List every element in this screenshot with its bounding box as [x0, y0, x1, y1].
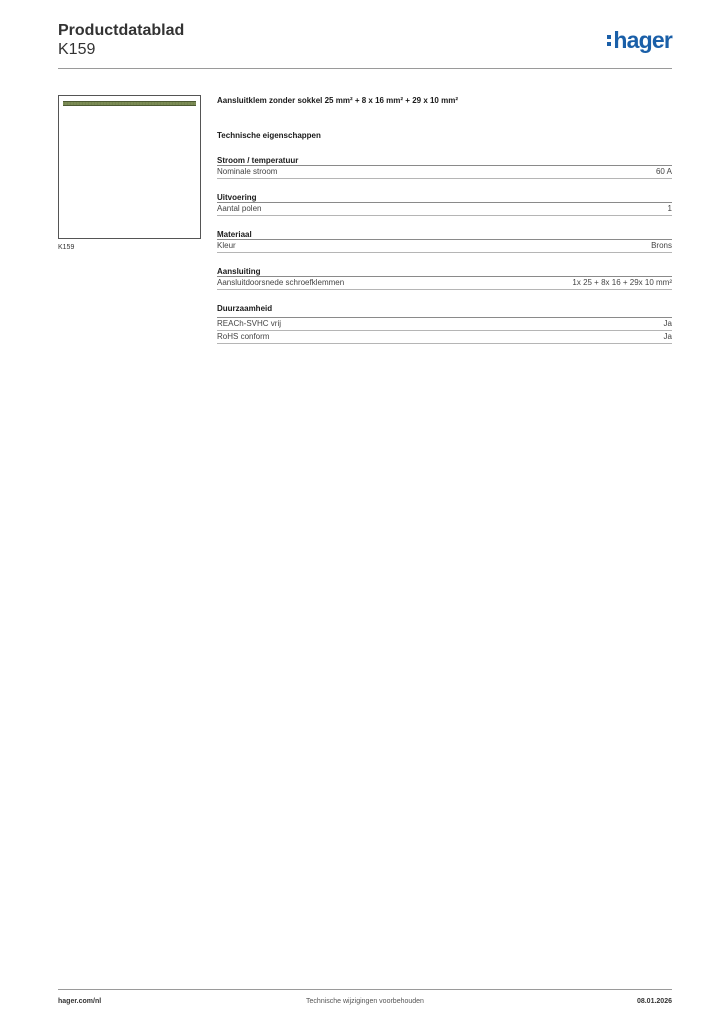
spec-value: 60 A [655, 167, 672, 176]
spec-group-title: Materiaal [217, 229, 672, 240]
footer-divider [58, 989, 672, 990]
spec-label: Kleur [217, 241, 236, 250]
spec-group-title: Uitvoering [217, 192, 672, 203]
spec-group-design [217, 192, 672, 216]
product-image-caption: K159 [58, 244, 75, 251]
spec-label: RoHS conform [217, 332, 270, 341]
spec-group-connection [217, 266, 672, 290]
spec-value: Ja [663, 319, 672, 328]
header-divider [58, 68, 672, 69]
spec-group-title: Stroom / temperatuur [217, 155, 672, 166]
spec-value: 1 [667, 204, 672, 213]
spec-value: Brons [651, 241, 672, 250]
spec-label: Aansluitdoorsnede schroefklemmen [217, 278, 345, 287]
spec-label: Aantal polen [217, 204, 262, 213]
spec-row [217, 203, 672, 216]
document-subtitle: K159 [58, 41, 96, 58]
spec-label: Nominale stroom [217, 167, 278, 176]
spec-group-durability [217, 303, 672, 344]
spec-group-material [217, 229, 672, 253]
logo-dots-icon [607, 35, 611, 46]
spec-row [217, 166, 672, 179]
document-title: Productdatablad [58, 22, 185, 39]
footer-date: 08.01.2026 [636, 998, 672, 1005]
terminal-strip-picture [63, 101, 196, 106]
product-image [58, 95, 201, 239]
spec-value: Ja [663, 332, 672, 341]
spec-row [217, 240, 672, 253]
product-title: Aansluitklem zonder sokkel 25 mm² + 8 x 16 mm² + 29 x 10 mm² [217, 96, 458, 105]
spec-row [217, 277, 672, 290]
section-heading: Technische eigenschappen [217, 131, 321, 140]
footer-website-link[interactable]: hager.com/nl [58, 998, 102, 1005]
spec-label: REACh-SVHC vrij [217, 319, 282, 328]
page-footer [58, 998, 672, 1010]
spec-group-title: Aansluiting [217, 266, 672, 277]
spec-group-current [217, 155, 672, 179]
spec-row [217, 318, 672, 331]
logo-text: hager [613, 27, 672, 53]
hager-logo [607, 28, 672, 52]
spec-value: 1x 25 + 8x 16 + 29x 10 mm² [572, 278, 672, 287]
footer-disclaimer: Technische wijzigingen voorbehouden [306, 998, 424, 1005]
specifications [217, 95, 672, 344]
spec-row [217, 331, 672, 344]
page-header [58, 22, 672, 70]
spec-group-title: Duurzaamheid [217, 304, 273, 313]
